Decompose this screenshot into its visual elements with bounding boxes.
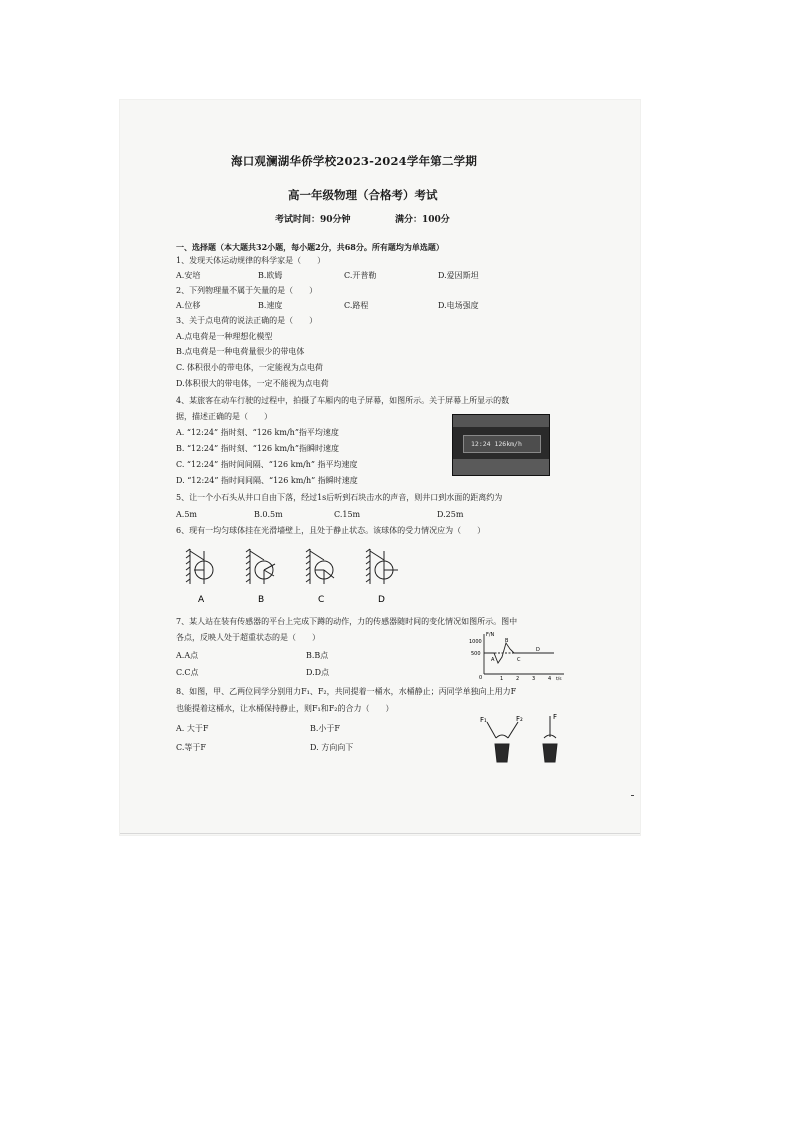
graph-y-1000: 1000 <box>469 639 482 645</box>
q3-option-a: A.点电荷是一种理想化模型 <box>176 332 273 341</box>
question-7-stem-line2: 各点，反映人处于超重状态的是（ ） <box>176 633 320 642</box>
train-screen-photo <box>452 414 550 476</box>
q5-option-b: B.0.5m <box>254 510 283 519</box>
label-f2: F₂ <box>516 715 523 723</box>
label-f: F <box>553 713 558 721</box>
scan-speck <box>631 795 634 796</box>
exam-score: 满分：100分 <box>395 215 450 225</box>
graph-ylabel: F/N <box>486 632 495 638</box>
paper-edge-line <box>120 833 640 834</box>
q8-bucket-diagram <box>478 710 568 768</box>
q7-option-b: B.B点 <box>306 651 329 660</box>
q1-option-d: D.爱因斯坦 <box>438 271 479 280</box>
graph-point-a: A <box>491 657 495 663</box>
graph-origin: 0 <box>479 675 483 681</box>
bucket-1-handle <box>496 735 508 738</box>
label-f1: F₁ <box>480 716 487 724</box>
graph-y-500: 500 <box>471 651 481 657</box>
section-heading: 一、选择题（本大题共32小题，每小题2分，共68分。所有题均为单选题） <box>176 242 444 252</box>
question-1-stem: 1、发现天体运动规律的科学家是（ ） <box>176 256 326 265</box>
q3-option-c: C. 体积很小的带电体，一定能视为点电荷 <box>176 363 323 372</box>
exam-title: 高一年级物理（合格考）考试 <box>288 188 438 202</box>
photo-highlight <box>453 415 549 427</box>
q3-option-b: B.点电荷是一种电荷量很少的带电体 <box>176 347 305 356</box>
diagram-d <box>366 549 398 584</box>
q5-option-d: D.25m <box>437 510 464 519</box>
q2-option-d: D.电场强度 <box>438 301 479 310</box>
q6-force-diagrams <box>180 546 410 606</box>
question-8-stem-line1: 8、如图，甲、乙两位同学分别用力F₁、F₂，共同提着一桶水，水桶静止；丙同学单独向上用力F <box>176 687 517 696</box>
q1-option-a: A.安培 <box>176 271 201 280</box>
bucket-2 <box>543 744 557 762</box>
q8-option-d: D. 方向向下 <box>310 743 354 752</box>
q7-option-a: A.A点 <box>176 651 199 660</box>
q8-option-a: A. 大于F <box>176 724 209 733</box>
force-f2-arrow <box>508 722 518 738</box>
question-4-stem-line2: 据，描述正确的是（ ） <box>176 412 272 421</box>
question-6-stem: 6、现有一均匀球体挂在光滑墙壁上，且处于静止状态。该球体的受力情况应为（ ） <box>176 526 486 535</box>
q8-option-b: B.小于F <box>310 724 340 733</box>
question-5-stem: 5、让一个小石头从井口自由下落，经过1s后听到石块击水的声音，则井口到水面的距离约为 <box>176 493 503 502</box>
question-2-stem: 2、下列物理量不属于矢量的是（ ） <box>176 286 318 295</box>
q2-option-b: B.速度 <box>258 301 283 310</box>
q4-option-d: D. “12:24” 指时间间隔、“126 km/h” 指瞬时速度 <box>176 476 358 485</box>
force-f1-arrow <box>487 722 496 738</box>
q5-option-c: C.15m <box>334 510 361 519</box>
q1-option-c: C.开普勒 <box>344 271 377 280</box>
diagram-label-c: C <box>318 595 325 605</box>
question-8-stem-line2: 也能提着这桶水，让水桶保持静止，则F₁和F₂的合力（ ） <box>176 704 394 713</box>
diagram-label-a: A <box>198 595 205 605</box>
graph-point-b: B <box>505 638 509 644</box>
q8-option-c: C.等于F <box>176 743 206 752</box>
q4-option-b: B. “12:24” 指时刻、“126 km/h”指瞬时速度 <box>176 444 340 453</box>
graph-point-d: D <box>536 647 540 653</box>
question-4-stem-line1: 4、某旅客在动车行驶的过程中，拍摄了车厢内的电子屏幕，如图所示。关于屏幕上所显示的数 <box>176 396 510 405</box>
diagram-c <box>306 549 334 584</box>
q4-option-a: A. “12:24” 指时刻、“126 km/h”指平均速度 <box>176 428 339 437</box>
school-title: 海口观澜湖华侨学校2023-2024学年第二学期 <box>231 154 478 168</box>
q5-option-a: A.5m <box>176 510 197 519</box>
graph-tick-2: 2 <box>516 676 520 682</box>
q2-option-a: A.位移 <box>176 301 201 310</box>
diagram-label-d: D <box>378 595 385 605</box>
graph-xlabel: t/s <box>556 677 562 682</box>
diagram-a <box>186 549 213 584</box>
diagram-label-b: B <box>258 595 265 605</box>
question-3-stem: 3、关于点电荷的说法正确的是（ ） <box>176 316 318 325</box>
q1-option-b: B.欧姆 <box>258 271 283 280</box>
graph-point-c: C <box>517 657 521 663</box>
q7-force-time-graph <box>468 630 568 682</box>
q7-option-d: D.D点 <box>306 668 330 677</box>
q4-option-c: C. “12:24” 指时间间隔、“126 km/h” 指平均速度 <box>176 460 358 469</box>
q7-option-c: C.C点 <box>176 668 199 677</box>
graph-tick-4: 4 <box>548 676 552 682</box>
question-7-stem-line1: 7、某人站在装有传感器的平台上完成下蹲的动作，力的传感器随时间的变化情况如图所示。图中 <box>176 617 518 626</box>
bucket-1 <box>495 744 509 762</box>
exam-time: 考试时间：90分钟 <box>275 215 351 225</box>
photo-lower-panel <box>453 459 549 475</box>
diagram-b <box>246 549 275 584</box>
graph-tick-1: 1 <box>500 676 504 682</box>
q3-option-d: D.体积很大的带电体，一定不能视为点电荷 <box>176 379 329 388</box>
screen-readout: 12:24 126km/h <box>471 440 522 448</box>
q2-option-c: C.路程 <box>344 301 369 310</box>
graph-tick-3: 3 <box>532 676 536 682</box>
